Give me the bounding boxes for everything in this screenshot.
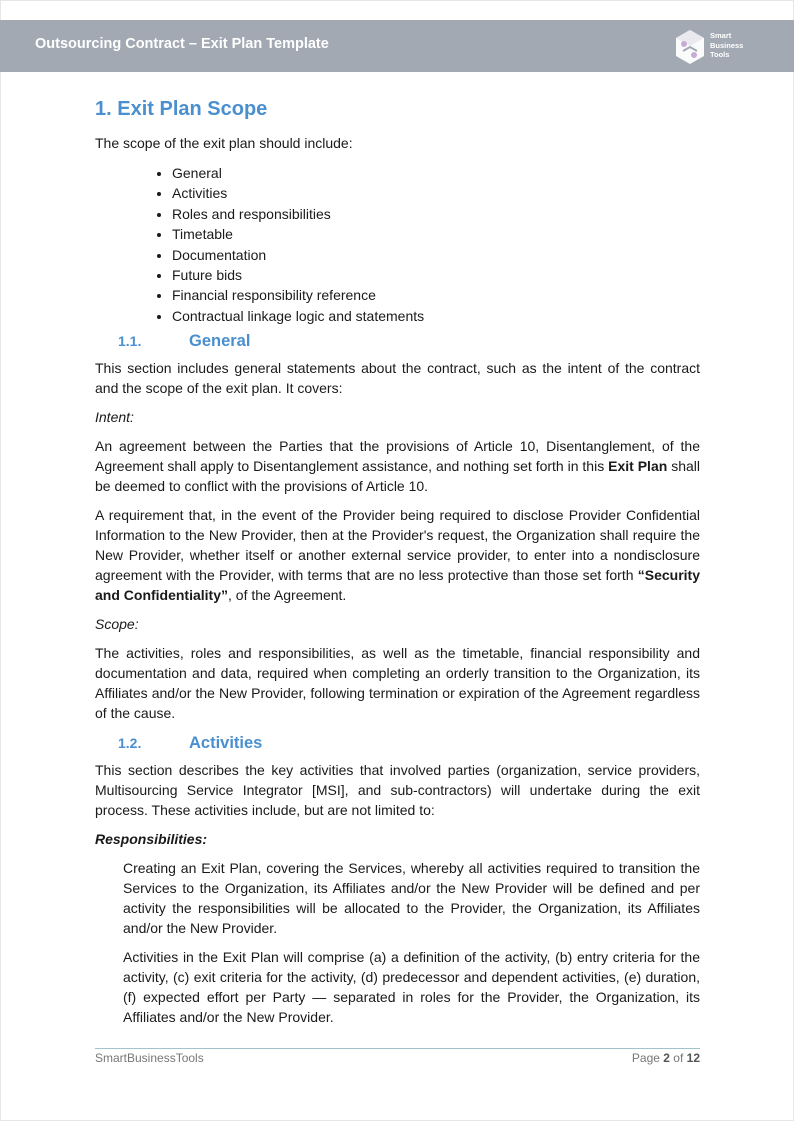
list-item: • Documentation — [172, 245, 700, 265]
paragraph: This section includes general statements about the contract, such as the intent of the contract and the scope of the exit plan. It covers: — [95, 360, 700, 397]
cube-logo-icon — [674, 29, 706, 65]
list-item: • Future bids — [172, 265, 700, 285]
paragraph: This section describes the key activities that involved parties (organization, service providers, Multisourcing Service Integrator [MSI], and sub-contractors) will undertake during the exit process. These activities include, but are not limited to: — [95, 762, 700, 819]
paragraph: An agreement between the Parties that the provisions of Article 10, Disentanglement, of the Agreement shall apply to Disentanglement assistance, and nothing set forth in this Exit Plan shall be deemed to conflict with the provisions of Article 10. — [95, 438, 700, 495]
list-item: • Contractual linkage logic and statements — [172, 306, 700, 326]
subsection-heading-activities: 1.2. Activities — [118, 734, 263, 753]
scope-list — [95, 163, 700, 326]
page-number: Page 2 of 12 — [631, 1051, 700, 1065]
list-item: • Activities — [172, 183, 700, 203]
list-item: • Financial responsibility reference — [172, 285, 700, 305]
page-header — [0, 20, 794, 72]
subsection-heading-general: 1.1. General — [118, 332, 251, 351]
list-item: • Roles and responsibilities — [172, 204, 700, 224]
section-heading: 1. Exit Plan Scope — [95, 98, 268, 120]
paragraph: The activities, roles and responsibilities, as well as the timetable, financial responsibility and documentation and data, required when completing an orderly transition to the Organization, its Affiliates and/or the New Provider, following termination or expiration of the Agreement regardless of the cause. — [95, 645, 700, 722]
smart-business-tools-logo — [674, 29, 754, 65]
footer-brand: SmartBusinessTools — [95, 1051, 204, 1065]
list-item: • Timetable — [172, 224, 700, 244]
paragraph: Activities in the Exit Plan will comprise (a) a definition of the activity, (b) entry criteria for the activity, (c) exit criteria for the activity, (d) predecessor and dependent activities, (e) duration, (f) expected effort per Party — separated in roles for the Provider, the Organization, its Affiliates and/or the New Provider. — [123, 949, 700, 1026]
paragraph: Creating an Exit Plan, covering the Services, whereby all activities required to transition the Services to the Organization, its Affiliates and/or the New Provider will be defined and per activity the responsibilities will be allocated to the Provider, the Organization, its Affiliates and/or the New Provider. — [123, 860, 700, 937]
responsibilities-label: Responsibilities: — [95, 831, 208, 848]
document-title: Outsourcing Contract – Exit Plan Template — [35, 36, 329, 52]
section-intro: The scope of the exit plan should include: — [95, 135, 353, 151]
logo-text: Smart Business Tools — [710, 31, 744, 59]
list-item: • General — [172, 163, 700, 183]
footer-divider — [95, 1048, 700, 1049]
intent-label: Intent: — [95, 409, 134, 426]
paragraph: A requirement that, in the event of the Provider being required to disclose Provider Confidential Information to the New Provider, then at the Provider's request, the Organization shall require the New Provider, whether itself or another external service provider, to enter into a nondisclosure agreement with the Provider, with terms that are no less protective than those set forth “Security and Confidentiality”, of the Agreement. — [95, 507, 700, 604]
document-body — [95, 95, 700, 1036]
scope-label: Scope: — [95, 616, 139, 633]
